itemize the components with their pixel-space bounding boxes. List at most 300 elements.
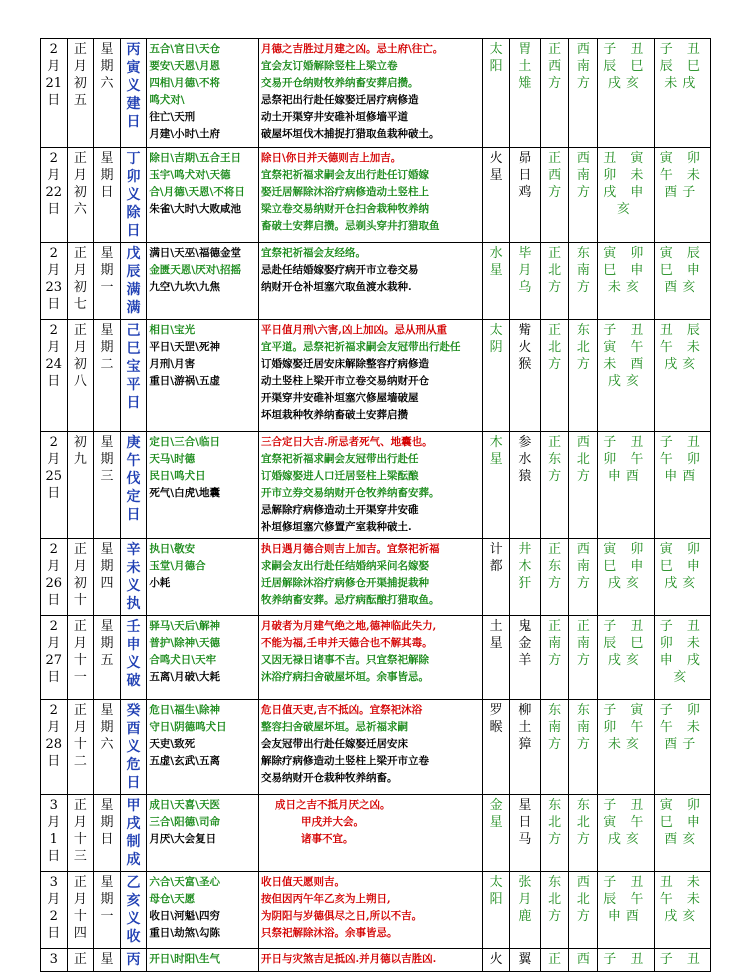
direction-1-char: 东: [548, 875, 562, 890]
gregorian-date-char: 月: [47, 559, 61, 574]
gregorian-date: [41, 320, 68, 432]
direction-2: [569, 243, 598, 320]
ganzhi-day-char: 甲: [126, 798, 141, 814]
spirit-line: 朱雀\大时\大败咸池: [149, 203, 241, 215]
lunar-date: [67, 700, 94, 795]
direction-2-char: 正: [576, 619, 590, 634]
table-row: [41, 148, 711, 243]
spirit-line: 满日\天巫\福德金堂: [149, 247, 241, 259]
table-row: [41, 616, 711, 700]
ganzhi-day-char: 日: [126, 507, 141, 523]
auspicious-hours-2: [654, 432, 710, 539]
weekday: [94, 539, 121, 616]
auspicious-hours-2-char: 丑 未: [659, 875, 705, 890]
advice-line: 沐浴疗病扫舍破屋坏垣。余事皆忌。: [260, 671, 429, 683]
auspicious-hours-1-char: 戌亥: [607, 832, 644, 847]
direction-2-char: 西: [576, 875, 590, 890]
direction-2-char: 北: [576, 340, 590, 355]
gregorian-date-char: 21: [45, 76, 63, 91]
spirit-line: 四相\月德\不将: [149, 77, 220, 89]
direction-1-char: 正: [548, 323, 562, 338]
direction-1-char: 南: [548, 636, 562, 651]
direction-1-char: 西: [548, 168, 562, 183]
ganzhi-day-char: 亥: [126, 893, 141, 909]
lunar-mansion: [509, 39, 540, 148]
lunar-mansion: [509, 432, 540, 539]
ganzhi-day-char: 满: [126, 282, 141, 298]
lunar-mansion-char: 月: [518, 892, 532, 907]
auspicious-hours-2-char: 戌亥: [664, 576, 701, 591]
lunar-mansion: [509, 795, 540, 872]
auspicious-hours-2: [654, 148, 710, 243]
ganzhi-day-char: 义: [126, 578, 141, 594]
advice-line: 宜平道。忌祭祀祈福求嗣会友冠带出行赴任: [260, 341, 461, 353]
lunar-date-char: 九: [73, 452, 87, 467]
direction-1-char: 正: [548, 619, 562, 634]
lunar-mansion-char: 马: [518, 832, 532, 847]
auspicious-hours-1: [598, 700, 654, 795]
weekday: [94, 700, 121, 795]
auspicious-hours-2-char: 午 未: [659, 892, 705, 907]
auspicious-hours-2: [654, 39, 710, 148]
direction-2: [569, 949, 598, 972]
gregorian-date: [41, 795, 68, 872]
day-star-char: 太: [489, 875, 503, 890]
weekday-char: 期: [100, 815, 114, 830]
auspicious-hours-1: [598, 432, 654, 539]
advice-line: 忌解除疗病修造动土开渠穿井安碓: [260, 504, 419, 516]
gregorian-date-char: 24: [45, 357, 63, 372]
day-star-char: 金: [489, 798, 503, 813]
almanac-table: [40, 38, 711, 972]
direction-2-char: 南: [576, 559, 590, 574]
gregorian-date-char: 月: [47, 815, 61, 830]
spirit-line: 月刑\月害: [149, 358, 196, 370]
direction-2-char: 北: [576, 452, 590, 467]
lunar-date: [67, 320, 94, 432]
auspicious-hours-1: [598, 148, 654, 243]
lunar-mansion-char: 星: [518, 798, 532, 813]
advice-line: 平日值月刑\六害,凶上加凶。忌从刑从重: [260, 324, 447, 336]
weekday-char: 星: [100, 151, 114, 166]
suitable-avoid-cell: [258, 432, 482, 539]
ganzhi-day-char: 丁: [126, 151, 141, 167]
ganzhi-day-char: 壬: [126, 619, 141, 635]
ganzhi-day-char: 义: [126, 911, 141, 927]
gregorian-date-char: 23: [45, 280, 63, 295]
day-star: [483, 539, 510, 616]
auspicious-hours-1-char: 亥: [616, 202, 635, 217]
lunar-date-char: 月: [73, 815, 87, 830]
weekday: [94, 320, 121, 432]
advice-line: 畜破土安葬启攒。忌剃头穿井打猎取鱼: [260, 220, 440, 232]
auspicious-hours-2: [654, 539, 710, 616]
gregorian-date-char: 2: [49, 909, 58, 924]
lunar-date-char: 初: [73, 357, 87, 372]
direction-2: [569, 432, 598, 539]
day-star: [483, 243, 510, 320]
advice-line: 娶迁居解除沐浴疗病修造动土竖柱上: [260, 186, 429, 198]
lunar-date: [67, 39, 94, 148]
advice-line: 为阴阳与岁德俱尽之日,所以不吉。: [260, 910, 423, 922]
advice-line: 不能为福,壬申并天德合也不解其毒。: [260, 637, 433, 649]
direction-1-char: 东: [548, 798, 562, 813]
gregorian-date-char: 25: [45, 469, 63, 484]
advice-line: 忌赴任结婚嫁娶疗病开市立卷交易: [260, 264, 419, 276]
lunar-date-char: 正: [73, 619, 87, 634]
auspicious-hours-1-char: 子 丑: [603, 875, 649, 890]
day-star-char: 星: [489, 636, 503, 651]
weekday-char: 六: [100, 76, 114, 91]
advice-line: 订婚嫁娶进人口迁居竖柱上梁酝酿: [260, 470, 419, 482]
direction-2: [569, 39, 598, 148]
gregorian-date-char: 28: [45, 737, 63, 752]
weekday: [94, 616, 121, 700]
spirits-cell: [147, 432, 259, 539]
advice-line: 开日与灾煞吉足抵凶.并月德以吉胜凶.: [260, 953, 437, 965]
auspicious-hours-1: [598, 39, 654, 148]
spirit-line: 危日\福生\除神: [149, 704, 220, 716]
spirit-line: 玉宇\鸣犬对\天德: [149, 169, 231, 181]
auspicious-hours-2: [654, 795, 710, 872]
advice-line: 月德之吉胜过月建之凶。忌土府\往亡。: [260, 43, 444, 55]
ganzhi-day-char: 戊: [126, 246, 141, 262]
direction-2: [569, 616, 598, 700]
auspicious-hours-1-char: 卯 未: [603, 168, 649, 183]
lunar-date-char: 初: [73, 185, 87, 200]
ganzhi-day: [120, 872, 147, 949]
day-star: [483, 949, 510, 972]
weekday: [94, 39, 121, 148]
suitable-avoid-cell: [258, 872, 482, 949]
spirit-line: 月厌\大会复日: [149, 833, 217, 845]
ganzhi-day-char: 申: [126, 637, 141, 653]
direction-2-char: 西: [576, 542, 590, 557]
weekday-char: 三: [100, 469, 114, 484]
gregorian-date-char: 月: [47, 168, 61, 183]
day-star-char: 计: [489, 542, 503, 557]
weekday-char: 期: [100, 720, 114, 735]
lunar-mansion-char: 羊: [518, 653, 532, 668]
auspicious-hours-2-char: 辰 巳: [659, 59, 705, 74]
day-star-char: 阳: [489, 892, 503, 907]
auspicious-hours-1-char: 子 丑: [603, 435, 649, 450]
direction-1: [540, 795, 569, 872]
lunar-date-char: 初: [73, 76, 87, 91]
direction-1-char: 正: [548, 435, 562, 450]
weekday-char: 期: [100, 892, 114, 907]
weekday-char: 一: [100, 909, 114, 924]
spirit-line: 执日\敬安: [149, 543, 196, 555]
direction-1-char: 方: [548, 357, 562, 372]
gregorian-date: [41, 39, 68, 148]
table-row: [41, 949, 711, 972]
spirit-line: 六合\天富\圣心: [149, 876, 220, 888]
direction-2: [569, 700, 598, 795]
spirit-line: 合鸣犬日\天牢: [149, 654, 217, 666]
ganzhi-day-char: 庚: [126, 435, 141, 451]
day-star-char: 太: [489, 323, 503, 338]
ganzhi-day-char: 乙: [126, 875, 141, 891]
auspicious-hours-1-char: 寅 午: [603, 815, 649, 830]
gregorian-date: [41, 432, 68, 539]
spirits-cell: [147, 949, 259, 972]
ganzhi-day-char: 定: [126, 489, 141, 505]
gregorian-date-char: 3: [49, 952, 58, 967]
lunar-date-char: 五: [73, 93, 87, 108]
gregorian-date-char: 22: [45, 185, 63, 200]
lunar-date: [67, 432, 94, 539]
direction-1-char: 西: [548, 59, 562, 74]
lunar-date-char: 七: [73, 297, 87, 312]
direction-2: [569, 148, 598, 243]
spirit-line: 除日\吉期\五合王日: [149, 152, 241, 164]
lunar-date-char: 月: [73, 263, 87, 278]
gregorian-date-char: 2: [49, 435, 58, 450]
weekday-char: 期: [100, 452, 114, 467]
direction-2-char: 南: [576, 168, 590, 183]
table-row: [41, 432, 711, 539]
gregorian-date: [41, 872, 68, 949]
auspicious-hours-1-char: 戌 申: [603, 185, 649, 200]
lunar-mansion-char: 鸡: [518, 185, 532, 200]
day-star-char: 水: [489, 246, 503, 261]
direction-2-char: 方: [576, 909, 590, 924]
direction-1-char: 正: [548, 542, 562, 557]
weekday-char: 星: [100, 619, 114, 634]
lunar-mansion: [509, 872, 540, 949]
gregorian-date-char: 月: [47, 892, 61, 907]
ganzhi-day-char: 义: [126, 655, 141, 671]
auspicious-hours-2-char: 寅 卯: [659, 542, 705, 557]
spirit-line: 玉堂\月德合: [149, 560, 206, 572]
auspicious-hours-1-char: 子 寅: [603, 703, 649, 718]
gregorian-date-char: 月: [47, 59, 61, 74]
advice-line: 开渠穿井安碓补垣塞穴修屋墙破屋: [260, 392, 419, 404]
auspicious-hours-1-char: 未亥: [607, 280, 644, 295]
spirit-line: 驿马\天后\解神: [149, 620, 220, 632]
auspicious-hours-1: [598, 949, 654, 972]
gregorian-date-char: 2: [49, 42, 58, 57]
day-star-char: 睺: [489, 720, 503, 735]
auspicious-hours-2: [654, 616, 710, 700]
direction-1: [540, 949, 569, 972]
direction-2-char: 南: [576, 263, 590, 278]
lunar-mansion-char: 犴: [518, 576, 532, 591]
day-star-char: 罗: [489, 703, 503, 718]
auspicious-hours-2: [654, 243, 710, 320]
direction-1: [540, 539, 569, 616]
day-star-char: 星: [489, 452, 503, 467]
auspicious-hours-1-char: 戌亥: [607, 576, 644, 591]
table-row: [41, 872, 711, 949]
direction-1-char: 方: [548, 185, 562, 200]
auspicious-hours-2-char: 卯 未: [659, 636, 705, 651]
auspicious-hours-1-char: 戌亥: [607, 653, 644, 668]
auspicious-hours-1-char: 子 丑: [603, 619, 649, 634]
weekday-char: 星: [100, 875, 114, 890]
weekday-char: 星: [100, 798, 114, 813]
day-star-char: 都: [489, 559, 503, 574]
day-star: [483, 432, 510, 539]
lunar-mansion-char: 张: [518, 875, 532, 890]
suitable-avoid-cell: [258, 795, 482, 872]
table-row: [41, 320, 711, 432]
spirit-line: 重日\劫煞\勾陈: [149, 927, 220, 939]
ganzhi-day-char: 建: [126, 96, 141, 112]
gregorian-date-char: 月: [47, 636, 61, 651]
auspicious-hours-1-char: 寅 卯: [603, 246, 649, 261]
weekday-char: 一: [100, 280, 114, 295]
weekday-char: 四: [100, 576, 114, 591]
direction-2-char: 东: [576, 323, 590, 338]
advice-line: 订婚嫁娶迁居安床解除整容疗病修造: [260, 358, 429, 370]
ganzhi-day-char: 戌: [126, 816, 141, 832]
auspicious-hours-1-char: 卯 午: [603, 452, 649, 467]
auspicious-hours-2-char: 申 戌: [659, 653, 705, 668]
spirits-cell: [147, 795, 259, 872]
lunar-date-char: 初: [73, 435, 87, 450]
lunar-date-char: 正: [73, 246, 87, 261]
weekday: [94, 872, 121, 949]
ganzhi-day-char: 丙: [126, 42, 141, 58]
auspicious-hours-2-char: 寅 卯: [659, 798, 705, 813]
lunar-date-char: 月: [73, 168, 87, 183]
auspicious-hours-2-char: 戌亥: [664, 357, 701, 372]
weekday-char: 六: [100, 737, 114, 752]
lunar-date: [67, 243, 94, 320]
advice-line: 除日\你日并天德则吉上加吉。: [260, 152, 402, 164]
direction-2-char: 北: [576, 815, 590, 830]
spirit-line: 守日\阴德鸣犬日: [149, 721, 227, 733]
lunar-mansion-char: 毕: [518, 246, 532, 261]
advice-line: 宜会友订婚解除竖柱上梁立卷: [260, 60, 398, 72]
direction-1-char: 北: [548, 340, 562, 355]
advice-line: 交易开仓纳财牧养纳畜安葬启攒。: [260, 77, 419, 89]
advice-line: 诸事不宜。: [300, 833, 354, 845]
ganzhi-day: [120, 795, 147, 872]
auspicious-hours-1-char: 戌亥: [607, 374, 644, 389]
ganzhi-day-char: 收: [126, 929, 141, 945]
auspicious-hours-1-char: 寅 午: [603, 340, 649, 355]
auspicious-hours-2-char: 子 丑: [659, 619, 705, 634]
lunar-date-char: 十: [73, 737, 87, 752]
ganzhi-day-char: 日: [126, 114, 141, 130]
ganzhi-day-char: 成: [126, 852, 141, 868]
lunar-date-char: 初: [73, 280, 87, 295]
direction-1-char: 东: [548, 452, 562, 467]
gregorian-date-char: 27: [45, 653, 63, 668]
auspicious-hours-2-char: 午 未: [659, 720, 705, 735]
gregorian-date-char: 月: [47, 452, 61, 467]
ganzhi-day-char: 平: [126, 377, 141, 393]
gregorian-date-char: 1: [49, 832, 58, 847]
auspicious-hours-2-char: 酉子: [664, 737, 701, 752]
lunar-date-char: 月: [73, 340, 87, 355]
lunar-mansion-char: 鹿: [518, 909, 532, 924]
advice-line: 梁立卷交易纳财开仓扫舍栽种牧养纳: [260, 203, 429, 215]
auspicious-hours-1-char: 申酉: [607, 469, 644, 484]
suitable-avoid-cell: [258, 949, 482, 972]
spirit-line: 死气\白虎\地囊: [149, 487, 220, 499]
gregorian-date: [41, 148, 68, 243]
lunar-date-char: 十: [73, 653, 87, 668]
lunar-mansion: [509, 700, 540, 795]
lunar-date-char: 十: [73, 593, 87, 608]
ganzhi-day-char: 执: [126, 596, 141, 612]
gregorian-date-char: 3: [49, 875, 58, 890]
table-row: [41, 243, 711, 320]
gregorian-date: [41, 243, 68, 320]
direction-1-char: 正: [548, 42, 562, 57]
ganzhi-day-char: 制: [126, 834, 141, 850]
lunar-mansion-char: 日: [518, 815, 532, 830]
ganzhi-day-char: 丙: [126, 952, 141, 968]
auspicious-hours-1-char: 寅 卯: [603, 542, 649, 557]
gregorian-date-char: 2: [49, 703, 58, 718]
spirit-line: 鸣犬对\: [149, 94, 185, 106]
direction-1: [540, 700, 569, 795]
auspicious-hours-1-char: 巳 申: [603, 263, 649, 278]
spirit-line: 平日\天罡\死神: [149, 341, 220, 353]
direction-2-char: 东: [576, 703, 590, 718]
auspicious-hours-2-char: 酉亥: [664, 280, 701, 295]
gregorian-date-char: 日: [47, 754, 61, 769]
ganzhi-day-char: 日: [126, 775, 141, 791]
lunar-mansion: [509, 243, 540, 320]
lunar-mansion-char: 木: [518, 559, 532, 574]
advice-line: 又因无禄日诸事不吉。只宜祭祀解除: [260, 654, 429, 666]
direction-1-char: 方: [548, 76, 562, 91]
weekday-char: 日: [100, 832, 114, 847]
auspicious-hours-1: [598, 243, 654, 320]
advice-line: 整容扫舍破屋坏垣。忌祈福求嗣: [260, 721, 408, 733]
lunar-date-char: 三: [73, 849, 87, 864]
ganzhi-day: [120, 700, 147, 795]
auspicious-hours-2-char: 午 未: [659, 340, 705, 355]
gregorian-date: [41, 700, 68, 795]
lunar-mansion-char: 月: [518, 263, 532, 278]
lunar-date-char: 正: [73, 798, 87, 813]
spirit-line: 五合\官日\天仓: [149, 43, 220, 55]
ganzhi-day-char: 癸: [126, 703, 141, 719]
advice-line: 牧养纳畜安葬。忌疗病酝酿打猎取鱼。: [260, 594, 440, 606]
auspicious-hours-1-char: 辰 午: [603, 892, 649, 907]
spirit-line: 开日\时阳\生气: [149, 953, 220, 965]
weekday-char: 期: [100, 636, 114, 651]
gregorian-date-char: 2: [49, 542, 58, 557]
direction-1-char: 方: [548, 576, 562, 591]
ganzhi-day: [120, 949, 147, 972]
direction-2-char: 西: [576, 435, 590, 450]
day-star-char: 阳: [489, 59, 503, 74]
gregorian-date-char: 月: [47, 720, 61, 735]
spirit-line: 天马\时德: [149, 453, 196, 465]
ganzhi-day: [120, 243, 147, 320]
lunar-mansion-char: 翼: [518, 952, 532, 967]
spirits-cell: [147, 539, 259, 616]
advice-line: 宜祭祀祈福会友经络。: [260, 247, 366, 259]
lunar-date-char: 月: [73, 892, 87, 907]
direction-2-char: 方: [576, 737, 590, 752]
direction-2: [569, 320, 598, 432]
direction-1-char: 北: [548, 892, 562, 907]
suitable-avoid-cell: [258, 39, 482, 148]
weekday: [94, 949, 121, 972]
weekday-char: 期: [100, 559, 114, 574]
weekday: [94, 148, 121, 243]
spirit-line: 月建\小时\土府: [149, 128, 220, 140]
